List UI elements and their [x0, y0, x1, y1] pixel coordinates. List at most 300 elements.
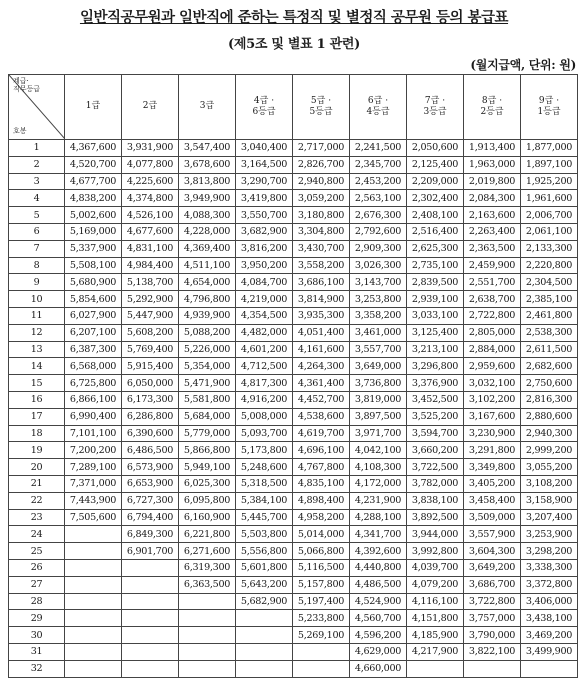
salary-cell	[464, 660, 521, 677]
salary-cell: 3,291,800	[464, 442, 521, 459]
salary-cell: 5,169,000	[65, 223, 122, 240]
table-row	[9, 475, 578, 492]
step-cell: 27	[9, 576, 65, 593]
salary-cell: 4,560,700	[350, 610, 407, 627]
grade-header-line-1: 5급 ·	[310, 95, 332, 106]
salary-cell: 4,225,600	[122, 173, 179, 190]
grade-header-line-2: 4등급	[366, 107, 390, 117]
salary-cell: 6,286,800	[122, 408, 179, 425]
salary-cell: 5,337,900	[65, 240, 122, 257]
salary-cell: 4,151,800	[407, 610, 464, 627]
grade-header-cell	[236, 75, 293, 140]
salary-cell: 2,638,700	[464, 291, 521, 308]
salary-cell: 3,253,900	[521, 526, 578, 543]
salary-cell: 4,039,700	[407, 559, 464, 576]
salary-cell: 4,354,500	[236, 307, 293, 324]
salary-cell: 2,133,300	[521, 240, 578, 257]
grade-header-cell	[464, 75, 521, 140]
step-cell: 16	[9, 391, 65, 408]
salary-cell: 4,369,400	[179, 240, 236, 257]
salary-cell: 2,816,300	[521, 391, 578, 408]
salary-cell	[65, 543, 122, 560]
salary-cell: 4,288,100	[350, 509, 407, 526]
salary-cell: 4,440,800	[350, 559, 407, 576]
salary-cell: 2,682,600	[521, 358, 578, 375]
salary-cell: 2,241,500	[350, 140, 407, 157]
salary-cell: 4,452,700	[293, 391, 350, 408]
table-row	[9, 391, 578, 408]
salary-cell: 7,101,100	[65, 425, 122, 442]
salary-cell: 2,302,400	[407, 190, 464, 207]
salary-cell: 2,385,100	[521, 291, 578, 308]
salary-cell: 2,792,600	[350, 223, 407, 240]
salary-cell: 3,055,200	[521, 459, 578, 476]
salary-cell: 2,125,400	[407, 156, 464, 173]
salary-cell: 5,226,000	[179, 341, 236, 358]
salary-cell: 3,557,700	[350, 341, 407, 358]
table-row	[9, 257, 578, 274]
table-row	[9, 207, 578, 224]
salary-cell	[179, 660, 236, 677]
table-row	[9, 660, 578, 677]
salary-cell: 4,367,600	[65, 140, 122, 157]
table-row	[9, 291, 578, 308]
step-cell: 26	[9, 559, 65, 576]
salary-cell: 4,341,700	[350, 526, 407, 543]
salary-cell: 3,722,500	[407, 459, 464, 476]
table-row	[9, 492, 578, 509]
step-cell: 4	[9, 190, 65, 207]
salary-cell: 6,160,900	[179, 509, 236, 526]
salary-cell: 6,866,100	[65, 391, 122, 408]
salary-cell: 3,547,400	[179, 140, 236, 157]
salary-cell: 3,558,200	[293, 257, 350, 274]
salary-cell: 4,677,700	[65, 173, 122, 190]
grade-header-cell	[179, 75, 236, 140]
salary-cell: 1,961,600	[521, 190, 578, 207]
unit-note: (월지급액, 단위: 원)	[470, 58, 576, 72]
salary-cell: 2,084,300	[464, 190, 521, 207]
salary-cell: 4,654,000	[179, 274, 236, 291]
salary-cell: 5,093,700	[236, 425, 293, 442]
salary-cell: 5,002,600	[65, 207, 122, 224]
salary-cell: 4,939,900	[179, 307, 236, 324]
salary-cell: 3,660,200	[407, 442, 464, 459]
salary-cell: 3,458,400	[464, 492, 521, 509]
grade-label-1: 계급·	[13, 77, 29, 85]
salary-cell: 2,516,400	[407, 223, 464, 240]
table-row	[9, 408, 578, 425]
salary-cell	[179, 610, 236, 627]
grade-header-line-2: 2등급	[480, 107, 504, 117]
salary-cell: 2,304,500	[521, 274, 578, 291]
salary-cell: 4,042,100	[350, 442, 407, 459]
salary-cell: 4,051,400	[293, 324, 350, 341]
salary-cell: 5,384,100	[236, 492, 293, 509]
step-cell: 2	[9, 156, 65, 173]
salary-cell: 4,898,400	[293, 492, 350, 509]
salary-cell: 7,505,600	[65, 509, 122, 526]
salary-cell: 4,486,500	[350, 576, 407, 593]
step-cell: 5	[9, 207, 65, 224]
table-row	[9, 643, 578, 660]
salary-cell	[122, 610, 179, 627]
salary-cell: 3,180,800	[293, 207, 350, 224]
table-row	[9, 526, 578, 543]
salary-cell: 5,269,100	[293, 627, 350, 644]
salary-cell: 3,509,000	[464, 509, 521, 526]
salary-cell: 2,263,400	[464, 223, 521, 240]
table-row	[9, 307, 578, 324]
table-row	[9, 358, 578, 375]
salary-cell: 3,736,800	[350, 375, 407, 392]
salary-cell: 3,158,900	[521, 492, 578, 509]
salary-cell: 5,447,900	[122, 307, 179, 324]
salary-cell: 4,538,600	[293, 408, 350, 425]
salary-cell: 3,376,900	[407, 375, 464, 392]
salary-cell: 2,163,600	[464, 207, 521, 224]
document-title: 일반직공무원과 일반직에 준하는 특정직 및 별정직 공무원 등의 봉급표	[79, 9, 509, 26]
table-row	[9, 156, 578, 173]
salary-cell: 5,556,800	[236, 543, 293, 560]
salary-cell: 6,387,300	[65, 341, 122, 358]
grade-header-cell	[521, 75, 578, 140]
salary-cell: 3,349,800	[464, 459, 521, 476]
salary-cell: 6,221,800	[179, 526, 236, 543]
salary-cell: 2,625,300	[407, 240, 464, 257]
salary-cell: 5,173,800	[236, 442, 293, 459]
salary-cell: 6,653,900	[122, 475, 179, 492]
salary-cell: 3,167,600	[464, 408, 521, 425]
salary-cell: 3,949,900	[179, 190, 236, 207]
salary-cell: 4,696,100	[293, 442, 350, 459]
salary-cell: 6,390,600	[122, 425, 179, 442]
step-cell: 13	[9, 341, 65, 358]
salary-cell: 2,884,000	[464, 341, 521, 358]
salary-cell: 4,217,900	[407, 643, 464, 660]
step-cell: 23	[9, 509, 65, 526]
step-cell: 31	[9, 643, 65, 660]
salary-cell: 2,735,100	[407, 257, 464, 274]
salary-cell: 2,722,800	[464, 307, 521, 324]
salary-cell	[122, 576, 179, 593]
salary-cell: 4,228,000	[179, 223, 236, 240]
salary-cell: 3,164,500	[236, 156, 293, 173]
salary-cell: 4,958,200	[293, 509, 350, 526]
salary-cell: 3,686,700	[464, 576, 521, 593]
table-row	[9, 425, 578, 442]
salary-cell: 5,445,700	[236, 509, 293, 526]
salary-cell	[122, 627, 179, 644]
salary-cell: 5,769,400	[122, 341, 179, 358]
salary-cell: 3,649,200	[464, 559, 521, 576]
salary-cell: 3,298,200	[521, 543, 578, 560]
salary-cell: 3,405,200	[464, 475, 521, 492]
salary-cell: 2,538,300	[521, 324, 578, 341]
salary-cell: 4,838,200	[65, 190, 122, 207]
salary-cell: 5,248,600	[236, 459, 293, 476]
step-cell: 32	[9, 660, 65, 677]
salary-cell: 3,813,800	[179, 173, 236, 190]
salary-cell	[65, 526, 122, 543]
salary-cell	[521, 660, 578, 677]
table-row	[9, 559, 578, 576]
salary-cell: 4,831,100	[122, 240, 179, 257]
salary-cell	[65, 593, 122, 610]
salary-cell: 5,508,100	[65, 257, 122, 274]
salary-cell: 4,079,200	[407, 576, 464, 593]
salary-cell: 5,116,500	[293, 559, 350, 576]
salary-cell: 2,940,300	[521, 425, 578, 442]
table-row	[9, 509, 578, 526]
salary-cell: 2,839,500	[407, 274, 464, 291]
salary-cell	[236, 610, 293, 627]
grade-label-2: 직무등급	[13, 85, 41, 94]
salary-cell: 2,940,800	[293, 173, 350, 190]
grade-header-line-2: 1등급	[537, 107, 561, 117]
grade-header-line-1: 1급	[85, 101, 101, 112]
salary-cell: 6,319,300	[179, 559, 236, 576]
salary-cell: 5,682,900	[236, 593, 293, 610]
salary-cell: 4,231,900	[350, 492, 407, 509]
grade-header-cell	[65, 75, 122, 140]
salary-cell: 4,660,000	[350, 660, 407, 677]
salary-cell: 4,817,300	[236, 375, 293, 392]
table-row	[9, 442, 578, 459]
salary-cell	[65, 576, 122, 593]
salary-cell: 3,230,900	[464, 425, 521, 442]
salary-cell: 6,027,900	[65, 307, 122, 324]
salary-cell: 4,984,400	[122, 257, 179, 274]
salary-cell: 5,684,000	[179, 408, 236, 425]
salary-cell: 3,814,900	[293, 291, 350, 308]
salary-cell: 5,680,900	[65, 274, 122, 291]
salary-cell: 2,551,700	[464, 274, 521, 291]
salary-cell	[65, 559, 122, 576]
salary-cell: 2,805,000	[464, 324, 521, 341]
salary-cell: 2,959,600	[464, 358, 521, 375]
salary-cell	[122, 660, 179, 677]
step-cell: 17	[9, 408, 65, 425]
salary-cell: 6,173,300	[122, 391, 179, 408]
salary-cell	[122, 593, 179, 610]
salary-cell	[236, 627, 293, 644]
table-row	[9, 341, 578, 358]
salary-cell: 6,486,500	[122, 442, 179, 459]
salary-cell: 2,676,300	[350, 207, 407, 224]
grade-header-line-2: 6등급	[252, 107, 276, 117]
salary-cell	[65, 610, 122, 627]
salary-cell	[122, 643, 179, 660]
step-cell: 8	[9, 257, 65, 274]
salary-cell: 6,363,500	[179, 576, 236, 593]
salary-cell: 6,271,600	[179, 543, 236, 560]
salary-cell: 4,084,700	[236, 274, 293, 291]
salary-cell: 2,826,700	[293, 156, 350, 173]
salary-cell: 6,901,700	[122, 543, 179, 560]
table-row	[9, 173, 578, 190]
salary-cell: 3,372,800	[521, 576, 578, 593]
table-row	[9, 543, 578, 560]
salary-cell: 3,971,700	[350, 425, 407, 442]
salary-cell: 5,779,000	[179, 425, 236, 442]
salary-cell: 2,717,000	[293, 140, 350, 157]
salary-cell: 7,371,000	[65, 475, 122, 492]
step-cell: 9	[9, 274, 65, 291]
salary-cell: 5,292,900	[122, 291, 179, 308]
salary-cell: 2,999,200	[521, 442, 578, 459]
salary-cell: 4,835,100	[293, 475, 350, 492]
salary-cell: 1,897,100	[521, 156, 578, 173]
salary-cell: 2,050,600	[407, 140, 464, 157]
step-cell: 10	[9, 291, 65, 308]
salary-cell: 5,854,600	[65, 291, 122, 308]
step-cell: 28	[9, 593, 65, 610]
step-cell: 6	[9, 223, 65, 240]
salary-cell: 5,949,100	[179, 459, 236, 476]
step-cell: 19	[9, 442, 65, 459]
salary-cell: 2,019,800	[464, 173, 521, 190]
salary-cell: 1,913,400	[464, 140, 521, 157]
grade-header-cell	[350, 75, 407, 140]
grade-header-line-2: 3등급	[423, 107, 447, 117]
salary-cell: 4,219,000	[236, 291, 293, 308]
salary-cell: 6,990,400	[65, 408, 122, 425]
salary-cell: 3,143,700	[350, 274, 407, 291]
salary-cell: 2,909,300	[350, 240, 407, 257]
salary-cell: 3,897,500	[350, 408, 407, 425]
salary-cell: 3,032,100	[464, 375, 521, 392]
step-cell: 20	[9, 459, 65, 476]
grade-header-line-1: 3급	[199, 101, 215, 112]
salary-cell: 5,197,400	[293, 593, 350, 610]
salary-cell: 2,880,600	[521, 408, 578, 425]
step-cell: 3	[9, 173, 65, 190]
salary-cell: 6,727,300	[122, 492, 179, 509]
salary-cell: 4,916,200	[236, 391, 293, 408]
salary-cell: 3,550,700	[236, 207, 293, 224]
step-cell: 1	[9, 140, 65, 157]
step-cell: 30	[9, 627, 65, 644]
table-row	[9, 140, 578, 157]
corner-header-cell	[9, 75, 65, 140]
salary-cell	[407, 660, 464, 677]
salary-cell: 5,157,800	[293, 576, 350, 593]
salary-cell: 7,200,200	[65, 442, 122, 459]
salary-cell: 3,469,200	[521, 627, 578, 644]
salary-cell	[179, 627, 236, 644]
salary-cell	[65, 627, 122, 644]
salary-cell: 4,264,300	[293, 358, 350, 375]
grade-header-cell	[122, 75, 179, 140]
salary-cell: 2,563,100	[350, 190, 407, 207]
salary-cell: 4,108,300	[350, 459, 407, 476]
table-row	[9, 610, 578, 627]
salary-cell: 3,452,500	[407, 391, 464, 408]
salary-cell: 6,568,000	[65, 358, 122, 375]
salary-cell: 4,596,200	[350, 627, 407, 644]
grade-header-line-1: 4급 ·	[253, 95, 275, 106]
salary-cell: 3,819,000	[350, 391, 407, 408]
step-cell: 22	[9, 492, 65, 509]
salary-cell: 5,915,400	[122, 358, 179, 375]
salary-cell: 1,925,200	[521, 173, 578, 190]
salary-cell: 5,608,200	[122, 324, 179, 341]
table-row	[9, 459, 578, 476]
salary-cell: 2,061,100	[521, 223, 578, 240]
salary-cell: 6,794,400	[122, 509, 179, 526]
salary-cell	[179, 593, 236, 610]
salary-cell: 3,253,800	[350, 291, 407, 308]
salary-cell: 3,419,800	[236, 190, 293, 207]
grade-header-line-1: 9급 ·	[538, 95, 560, 106]
salary-cell: 4,712,500	[236, 358, 293, 375]
salary-cell: 3,992,800	[407, 543, 464, 560]
salary-cell: 4,520,700	[65, 156, 122, 173]
salary-cell: 3,686,100	[293, 274, 350, 291]
salary-cell: 3,213,100	[407, 341, 464, 358]
salary-cell: 2,209,000	[407, 173, 464, 190]
step-cell: 14	[9, 358, 65, 375]
salary-cell: 2,408,100	[407, 207, 464, 224]
grade-header-line-1: 6급 ·	[367, 95, 389, 106]
salary-cell: 3,026,300	[350, 257, 407, 274]
salary-cell: 3,358,200	[350, 307, 407, 324]
grade-header-line-1: 8급 ·	[481, 95, 503, 106]
salary-cell: 5,233,800	[293, 610, 350, 627]
table-row	[9, 274, 578, 291]
salary-cell: 3,790,000	[464, 627, 521, 644]
salary-cell: 3,950,200	[236, 257, 293, 274]
step-cell: 18	[9, 425, 65, 442]
salary-cell: 3,499,900	[521, 643, 578, 660]
table-row	[9, 576, 578, 593]
salary-cell: 4,619,700	[293, 425, 350, 442]
salary-cell: 3,296,800	[407, 358, 464, 375]
salary-cell: 3,594,700	[407, 425, 464, 442]
salary-cell: 3,838,100	[407, 492, 464, 509]
salary-cell: 4,361,400	[293, 375, 350, 392]
salary-cell: 3,033,100	[407, 307, 464, 324]
salary-cell: 3,525,200	[407, 408, 464, 425]
salary-cell: 5,471,900	[179, 375, 236, 392]
salary-cell: 4,526,100	[122, 207, 179, 224]
salary-cell: 4,629,000	[350, 643, 407, 660]
salary-cell	[293, 660, 350, 677]
table-row	[9, 240, 578, 257]
salary-cell: 3,935,300	[293, 307, 350, 324]
table-row	[9, 593, 578, 610]
salary-cell: 4,677,600	[122, 223, 179, 240]
salary-cell: 6,573,900	[122, 459, 179, 476]
table-row	[9, 324, 578, 341]
salary-cell: 4,088,300	[179, 207, 236, 224]
salary-cell: 6,095,800	[179, 492, 236, 509]
salary-cell: 2,006,700	[521, 207, 578, 224]
step-cell: 15	[9, 375, 65, 392]
salary-cell: 7,289,100	[65, 459, 122, 476]
salary-cell: 2,750,600	[521, 375, 578, 392]
salary-cell: 5,581,800	[179, 391, 236, 408]
grade-header-cell	[407, 75, 464, 140]
salary-cell: 3,816,200	[236, 240, 293, 257]
salary-cell: 5,318,500	[236, 475, 293, 492]
salary-cell: 5,503,800	[236, 526, 293, 543]
salary-cell: 3,892,500	[407, 509, 464, 526]
salary-cell: 3,125,400	[407, 324, 464, 341]
salary-cell: 2,939,100	[407, 291, 464, 308]
salary-cell: 5,138,700	[122, 274, 179, 291]
